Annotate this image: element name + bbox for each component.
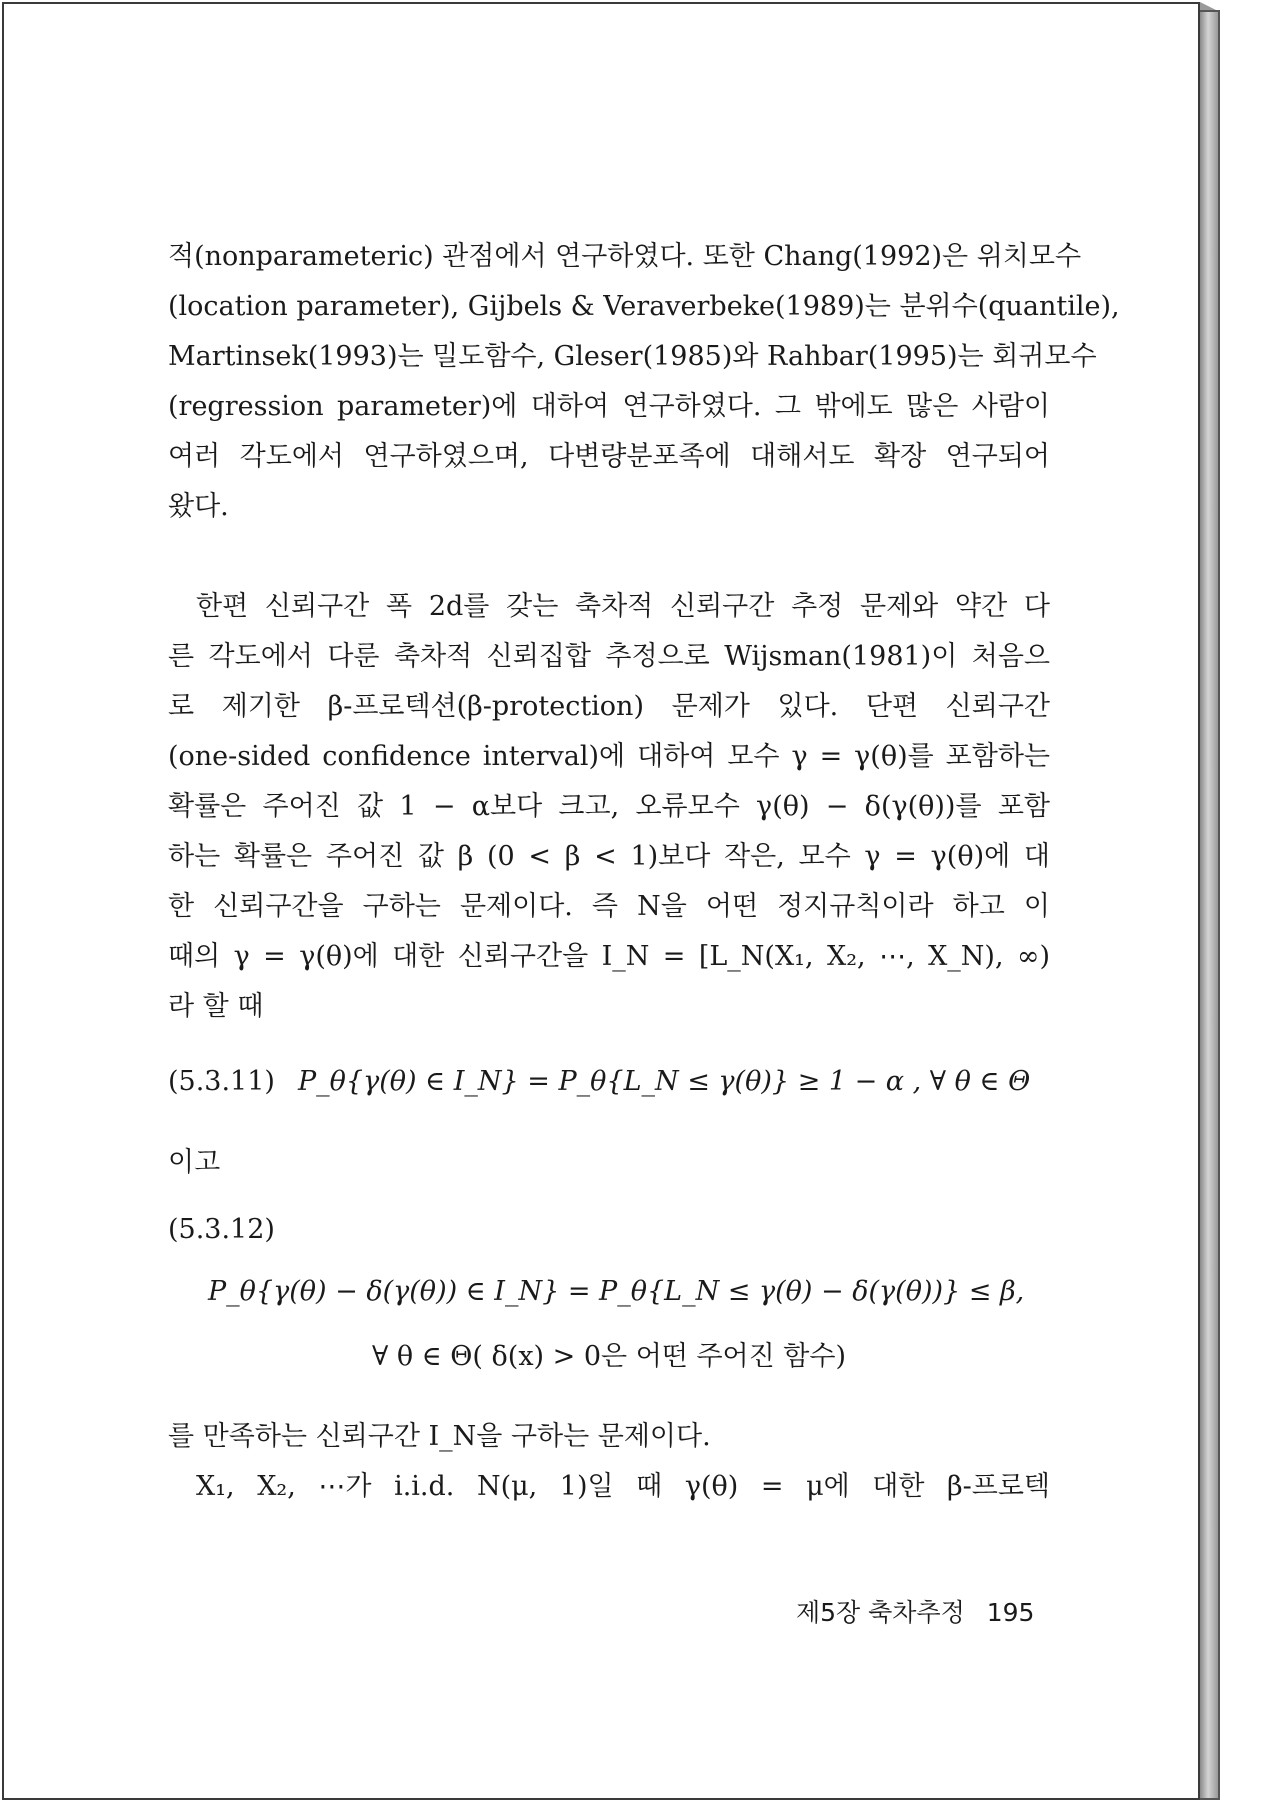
text-line: (regression parameter)에 대하여 연구하였다. 그 밖에도 많은 사람이 (168, 391, 1050, 422)
text-line: 른 각도에서 다룬 축차적 신뢰집합 추정으로 Wijsman(1981)이 처음으 (168, 641, 1050, 672)
equation-number: (5.3.12) (168, 1214, 275, 1245)
page-footer (796, 1593, 1034, 1629)
text-line: 확률은 주어진 값 1 − α보다 크고, 오류모수 γ(θ) − δ(γ(θ))를 포함 (168, 791, 1050, 822)
text-line: X₁, X₂, ⋯가 i.i.d. N(μ, 1)일 때 γ(θ) = μ에 대한 β-프로텍 (196, 1471, 1050, 1502)
paragraph-1 (168, 232, 1120, 532)
text-line: 로 제기한 β-프로텍션(β-protection) 문제가 있다. 단편 신뢰구간 (168, 691, 1050, 722)
equation-5-3-12: P_θ{γ(θ) − δ(γ(θ)) ∈ I_N} = P_θ{L_N ≤ γ(θ) − δ(γ(θ))} ≤ β, (208, 1276, 1025, 1307)
text-line: Martinsek(1993)는 밀도함수, Gleser(1985)와 Rahbar(1995)는 회귀모수 (168, 341, 1097, 372)
text-line: 때의 γ = γ(θ)에 대한 신뢰구간을 I_N = [L_N(X₁, X₂, ⋯, X_N), ∞) (168, 941, 1050, 972)
text-line: 왔다. (168, 491, 229, 522)
equation-5-3-11: P_θ{γ(θ) ∈ I_N} = P_θ{L_N ≤ γ(θ)} ≥ 1 − α , ∀ θ ∈ Θ (298, 1066, 1031, 1097)
text-line: 여러 각도에서 연구하였으며, 다변량분포족에 대해서도 확장 연구되어 (168, 441, 1050, 472)
text-line: 하는 확률은 주어진 값 β (0 < β < 1)보다 작은, 모수 γ = γ(θ)에 대 (168, 841, 1050, 872)
text-line: 한편 신뢰구간 폭 2d를 갖는 축차적 신뢰구간 추정 문제와 약간 다 (196, 591, 1050, 622)
text-line: 이고 (168, 1147, 221, 1178)
text-line: (one-sided confidence interval)에 대하여 모수 γ = γ(θ)를 포함하는 (168, 741, 1050, 772)
page-number: 195 (986, 1598, 1035, 1627)
equation-number: (5.3.11) (168, 1066, 275, 1097)
text-line: (location parameter), Gijbels & Veraverbeke(1989)는 분위수(quantile), (168, 291, 1120, 322)
text-line: 라 할 때 (168, 991, 264, 1022)
text-line: 적(nonparameteric) 관점에서 연구하였다. 또한 Chang(1992)은 위치모수 (168, 241, 1082, 272)
text-line: 를 만족하는 신뢰구간 I_N을 구하는 문제이다. (168, 1421, 711, 1452)
paragraph-2 (168, 582, 1050, 1032)
equation-condition: ∀ θ ∈ Θ( δ(x) > 0은 어떤 주어진 함수) (372, 1341, 846, 1372)
paragraph-3 (168, 1412, 1050, 1512)
running-footer-chapter: 제5장 축차추정 (796, 1598, 965, 1627)
text-line: 한 신뢰구간을 구하는 문제이다. 즉 N을 어떤 정지규칙이라 하고 이 (168, 891, 1050, 922)
page-edge-shadow (1200, 10, 1220, 1800)
